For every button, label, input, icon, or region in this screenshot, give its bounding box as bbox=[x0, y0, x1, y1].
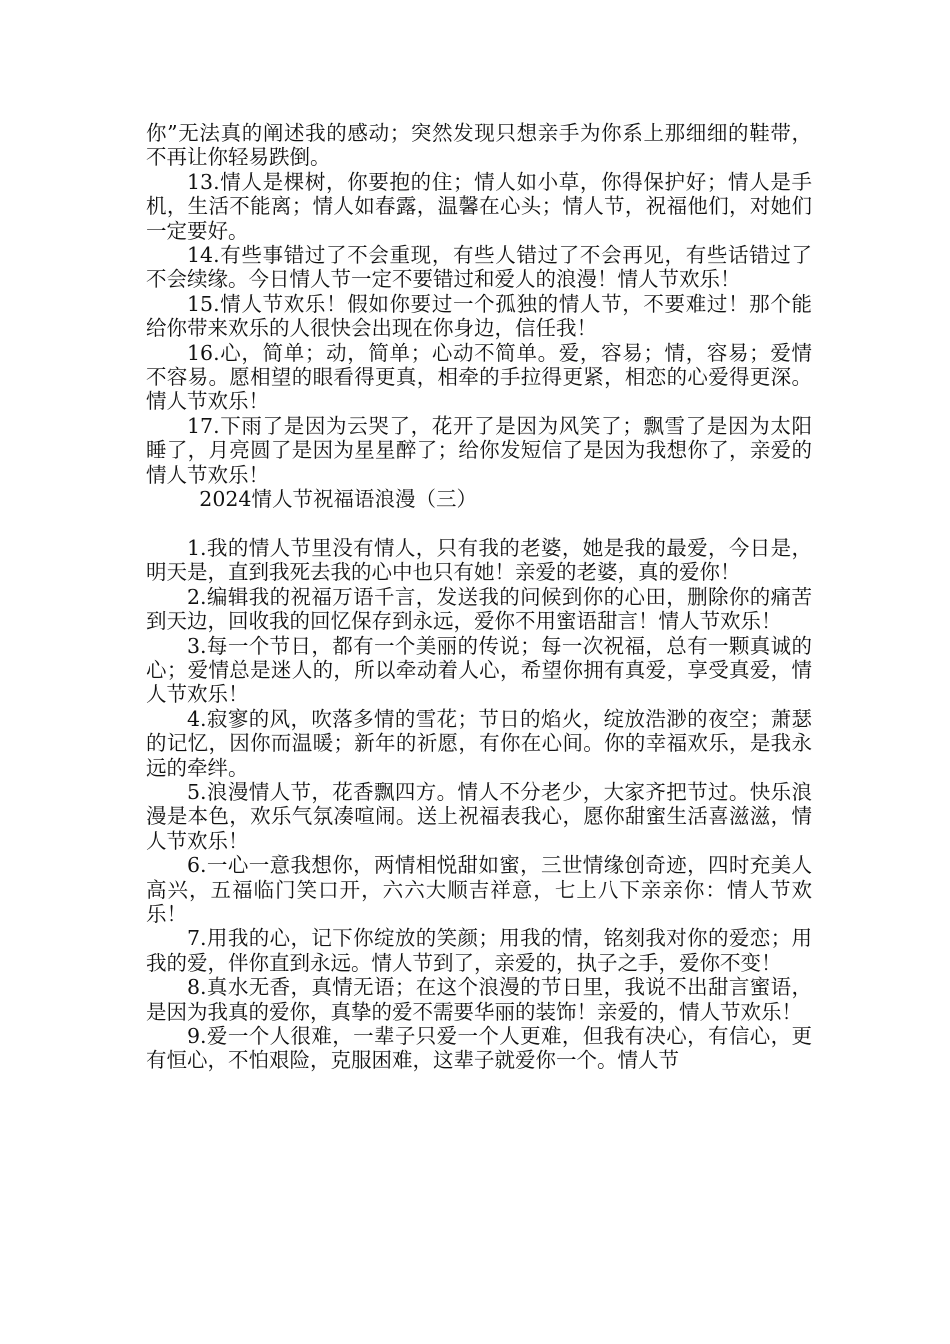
document-body bbox=[146, 121, 812, 1073]
paragraph-item-9: 9.爱一个人很难，一辈子只爱一个人更难，但我有决心，有信心，更有恒心，不怕艰险，克服困难，这辈子就爱你一个。情人节 bbox=[146, 1024, 812, 1073]
paragraph-item-8: 8.真水无香，真情无语；在这个浪漫的节日里，我说不出甜言蜜语，是因为我真的爱你，真挚的爱不需要华丽的装饰！亲爱的，情人节欢乐！ bbox=[146, 975, 812, 1024]
paragraph-item-5: 5.浪漫情人节，花香飘四方。情人不分老少，大家齐把节过。快乐浪漫是本色，欢乐气氛凑喧闹。送上祝福表我心，愿你甜蜜生活喜滋滋，情人节欢乐！ bbox=[146, 779, 812, 853]
section-heading: 2024情人节祝福语浪漫（三） bbox=[199, 487, 477, 512]
paragraph-continuation: 你”无法真的阐述我的感动；突然发现只想亲手为你系上那细细的鞋带，不再让你轻易跌倒。 bbox=[146, 121, 812, 170]
paragraph-item-1: 1.我的情人节里没有情人，只有我的老婆，她是我的最爱，今日是，明天是，直到我死去我的心中也只有她！亲爱的老婆，真的爱你！ bbox=[146, 535, 812, 585]
blank-line bbox=[146, 512, 812, 536]
paragraph-item-14: 14.有些事错过了不会重现，有些人错过了不会再见，有些话错过了不会续缘。今日情人节一定不要错过和爱人的浪漫！情人节欢乐！ bbox=[146, 243, 812, 292]
paragraph-item-17: 17.下雨了是因为云哭了，花开了是因为风笑了；飘雪了是因为太阳睡了，月亮圆了是因为星星醉了；给你发短信了是因为我想你了，亲爱的情人节欢乐！ bbox=[146, 413, 812, 487]
paragraph-item-15: 15.情人节欢乐！假如你要过一个孤独的情人节，不要难过！那个能给你带来欢乐的人很快会出现在你身边，信任我！ bbox=[146, 291, 812, 341]
paragraph-item-4: 4.寂寥的风，吹落多情的雪花；节日的焰火，绽放浩渺的夜空；萧瑟的记忆，因你而温暖；新年的祈愿，有你在心间。你的幸福欢乐，是我永远的牵绊。 bbox=[146, 706, 812, 780]
paragraph-item-16: 16.心，简单；动，简单；心动不简单。爱，容易；情，容易；爱情不容易。愿相望的眼看得更真，相牵的手拉得更紧，相恋的心爱得更深。情人节欢乐！ bbox=[146, 340, 812, 414]
paragraph-item-6: 6.一心一意我想你，两情相悦甜如蜜，三世情缘创奇迹，四时充美人高兴，五福临门笑口开，六六大顺吉祥意，七上八下亲亲你：情人节欢乐！ bbox=[146, 853, 812, 926]
paragraph-item-3: 3.每一个节日，都有一个美丽的传说；每一次祝福，总有一颗真诚的心；爱情总是迷人的，所以牵动着人心，希望你拥有真爱，享受真爱，情人节欢乐！ bbox=[146, 633, 812, 707]
paragraph-item-7: 7.用我的心，记下你绽放的笑颜；用我的情，铭刻我对你的爱恋；用我的爱，伴你直到永远。情人节到了，亲爱的，执子之手，爱你不变！ bbox=[146, 926, 812, 975]
paragraph-item-2: 2.编辑我的祝福万语千言，发送我的问候到你的心田，删除你的痛苦到天边，回收我的回忆保存到永远，爱你不用蜜语甜言！情人节欢乐！ bbox=[146, 584, 812, 634]
paragraph-item-13: 13.情人是棵树，你要抱的住；情人如小草，你得保护好；情人是手机，生活不能离；情人如春露，温馨在心头；情人节，祝福他们，对她们一定要好。 bbox=[146, 169, 812, 243]
